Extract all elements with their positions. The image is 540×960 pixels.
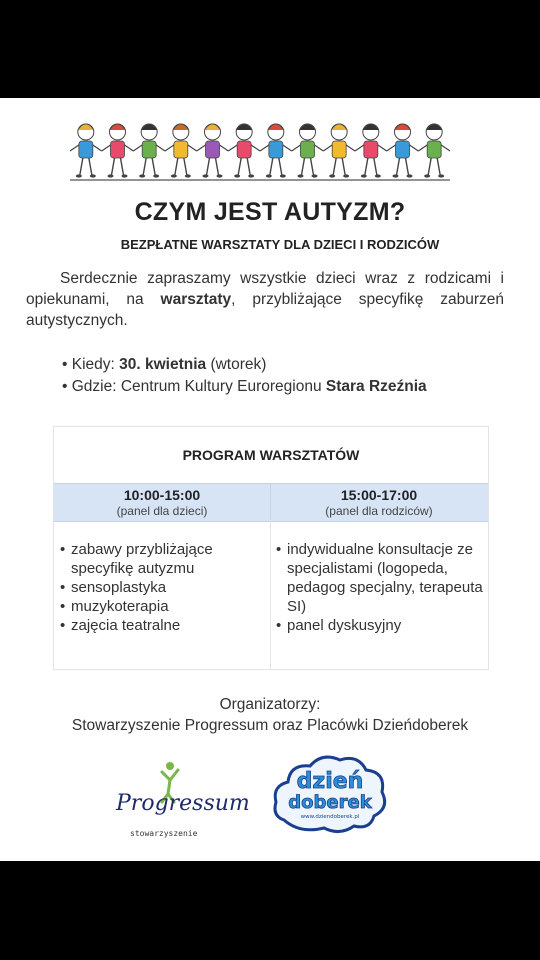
- program-title: PROGRAM WARSZTATÓW: [182, 447, 360, 463]
- list-item: • zabawy przybliżające specyfikę autyzmu: [60, 540, 265, 578]
- list-item: • panel dyskusyjny: [276, 616, 486, 635]
- child-figure: [165, 124, 197, 178]
- column-divider: [270, 520, 271, 669]
- page-title: CZYM JEST AUTYZM?: [134, 198, 406, 226]
- child-figure: [418, 124, 450, 178]
- list-item: • indywidualne konsultacje ze specjalistami (logopeda, pedagog specjalny, terapeuta SI): [276, 540, 486, 616]
- child-figure: [260, 124, 292, 178]
- when-row: • Kiedy: 30. kwietnia (wtorek): [62, 356, 267, 373]
- dzien-wordmark: dzień: [296, 769, 364, 794]
- parents-activities-list: [276, 540, 486, 635]
- list-item: • zajęcia teatralne: [60, 616, 265, 635]
- progressum-tagline: stowarzyszenie: [130, 829, 198, 838]
- children-session-header: 10:00-15:00 (panel dla dzieci): [116, 487, 208, 518]
- page-subtitle: BEZPŁATNE WARSZTATY DLA DZIECI I RODZICÓW: [120, 237, 440, 252]
- children-holding-hands-illustration: [70, 120, 450, 182]
- poster-page: [0, 98, 540, 861]
- program-header-row: [54, 483, 488, 522]
- parents-session-header: 15:00-17:00 (panel dla rodziców): [270, 484, 487, 521]
- child-figure: [228, 124, 260, 178]
- child-figure: [323, 124, 355, 178]
- progressum-logo: [112, 758, 250, 840]
- child-figure: [387, 124, 419, 178]
- list-item: • sensoplastyka: [60, 578, 265, 597]
- where-row: • Gdzie: Centrum Kultury Euroregionu Stara Rzeźnia: [62, 378, 427, 395]
- list-item: • muzykoterapia: [60, 597, 265, 616]
- children-activities-list: [60, 540, 265, 635]
- dziendoberek-logo: [270, 750, 390, 840]
- intro-paragraph: Serdecznie zapraszamy wszystkie dzieci wraz z rodzicami i opiekunami, na warsztaty, przybliżające specyfikę zaburzeń autystycznych.: [26, 270, 504, 329]
- child-figure: [292, 124, 324, 178]
- doberek-wordmark: doberek: [288, 792, 372, 813]
- organizers-label: Organizatorzy:: [219, 696, 321, 713]
- child-figure: [197, 124, 229, 178]
- organizers-names: Stowarzyszenie Progressum oraz Placówki Dzieńdoberek: [71, 717, 469, 734]
- program-table: [53, 426, 489, 670]
- progressum-wordmark: Progressum: [116, 791, 250, 816]
- child-figure: [102, 124, 134, 178]
- dzien-url: www.dziendoberek.pl: [300, 814, 360, 820]
- child-figure: [133, 124, 165, 178]
- intro-bold-word: warsztaty: [160, 291, 232, 308]
- child-figure: [70, 124, 102, 178]
- child-figure: [355, 124, 387, 178]
- event-facts: [62, 354, 427, 398]
